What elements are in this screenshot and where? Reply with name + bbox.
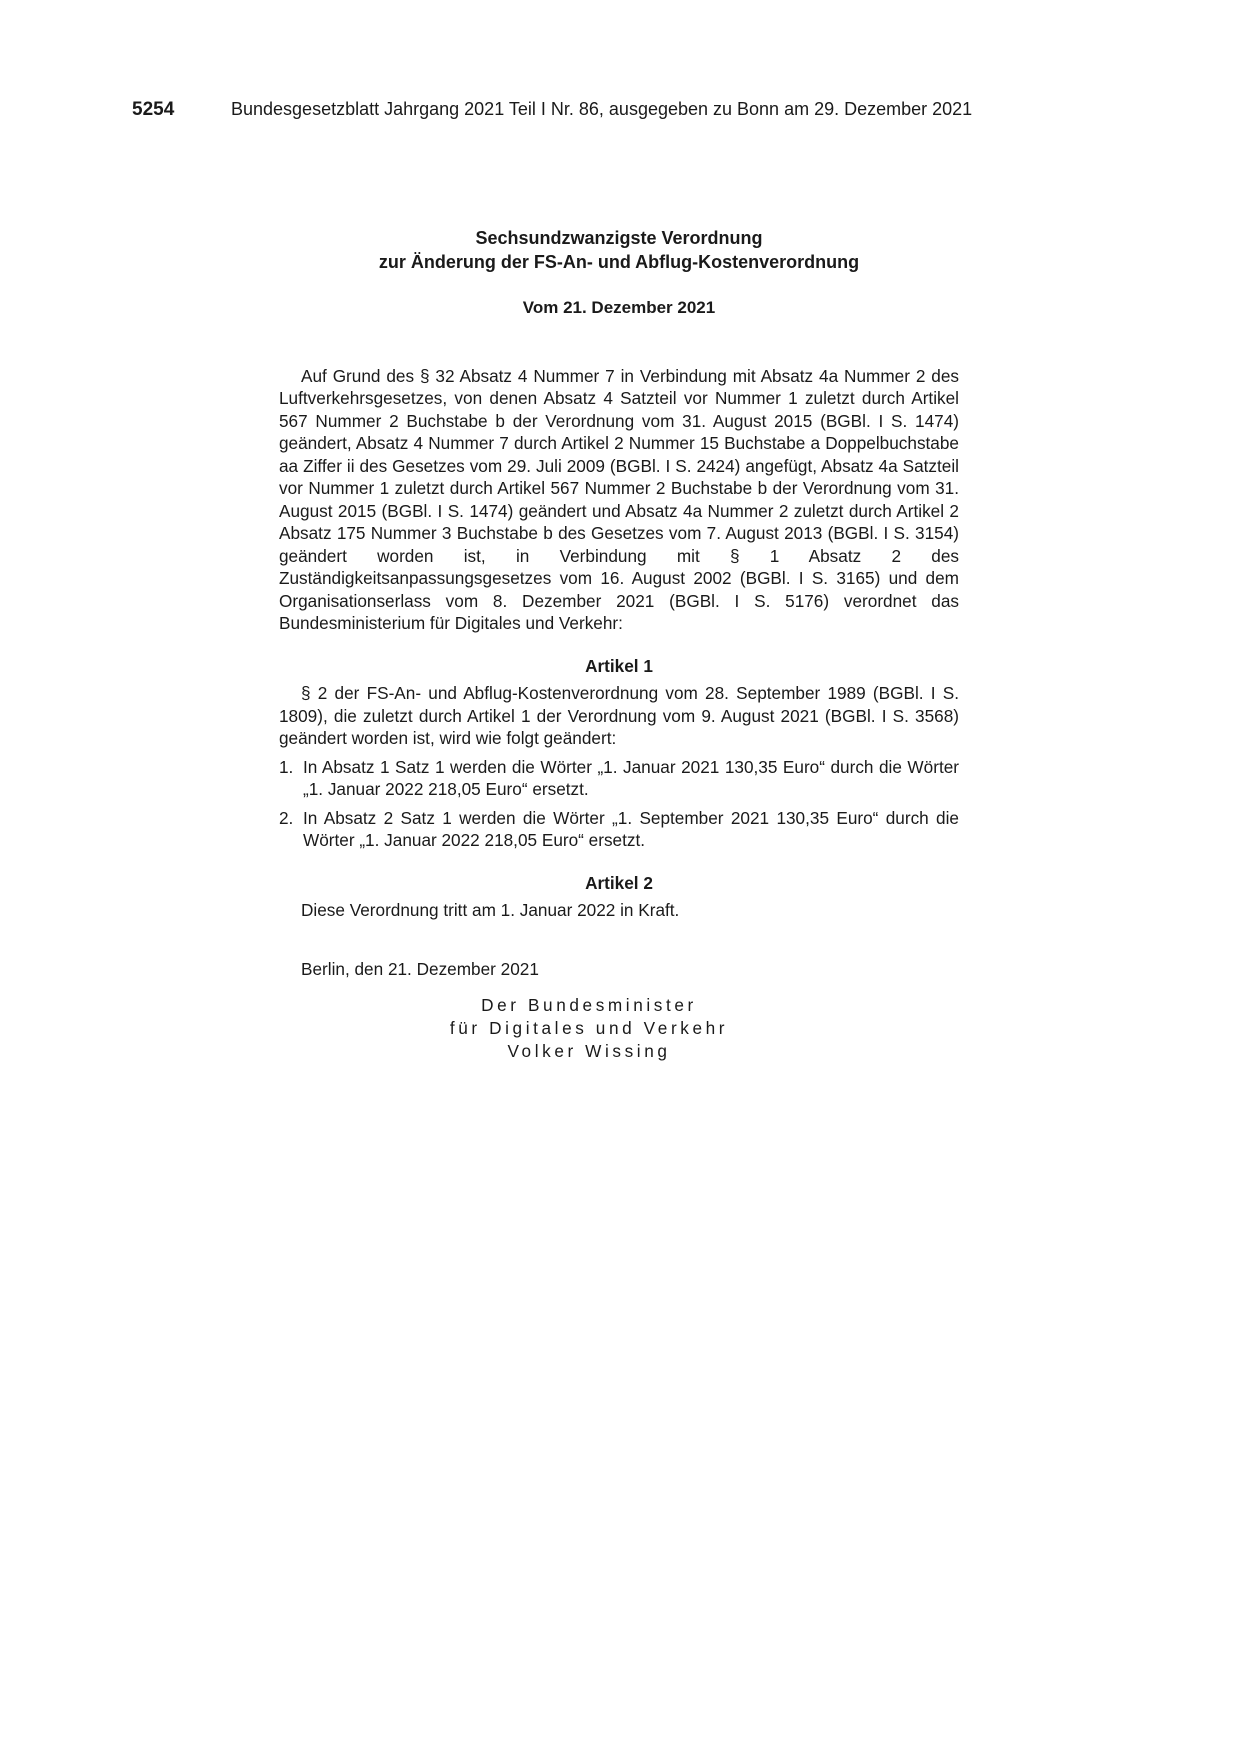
article-1-intro: § 2 der FS-An- und Abflug-Kostenverordnung vom 28. September 1989 (BGBl. I S. 1809), die zuletzt durch Artikel 1 der Verordnung vom 9. August 2021 (BGBl. I S. 3568) geändert worden ist, wird wie folgt geändert:: [279, 683, 959, 748]
list-item: [279, 756, 959, 801]
title-line-1: Sechsundzwanzigste Verordnung: [475, 228, 763, 248]
place-date: Berlin, den 21. Dezember 2021: [301, 958, 539, 979]
signature-block: [279, 994, 899, 1063]
preamble: Auf Grund des § 32 Absatz 4 Nummer 7 in Verbindung mit Absatz 4a Nummer 2 des Luftverkehrsgesetzes, von denen Absatz 4 Satzteil vor Nummer 1 zuletzt durch Artikel 567 Nummer 2 Buchstabe b der Verordnung vom 31. August 2015 (BGBl. I S. 1474) geändert, Absatz 4 Nummer 7 durch Artikel 2 Nummer 15 Buchstabe a Doppelbuchstabe aa Ziffer ii des Gesetzes vom 29. Juli 2009 (BGBl. I S. 2424) angefügt, Absatz 4a Satzteil vor Nummer 1 zuletzt durch Artikel 567 Nummer 2 Buchstabe b der Verordnung vom 31. August 2015 (BGBl. I S. 1474) geändert und Absatz 4a Nummer 2 zuletzt durch Artikel 2 Absatz 175 Nummer 3 Buchstabe b des Gesetzes vom 7. August 2013 (BGBl. I S. 3154) geändert worden ist, in Verbindung mit § 1 Absatz 2 des Zuständigkeitsanpassungsgesetzes vom 16. August 2002 (BGBl. I S. 3165) und dem Organisationserlass vom 8. Dezember 2021 (BGBl. I S. 5176) verordnet das Bundesministerium für Digitales und Verkehr:: [279, 365, 959, 633]
running-head: Bundesgesetzblatt Jahrgang 2021 Teil I Nr. 86, ausgegeben zu Bonn am 29. Dezember 2021: [231, 99, 973, 119]
signature-line-2: für Digitales und Verkehr: [449, 1018, 729, 1038]
document-body: [279, 226, 959, 1063]
document-title: [279, 226, 959, 274]
document-date: Vom 21. Dezember 2021: [522, 298, 716, 317]
article-2-heading: Artikel 2: [585, 872, 653, 893]
list-item-number: 2.: [279, 807, 294, 828]
list-item-text: In Absatz 1 Satz 1 werden die Wörter „1. Januar 2021 130,35 Euro“ durch die Wörter „1. Januar 2022 218,05 Euro“ ersetzt.: [303, 756, 959, 799]
signature-line-1: Der Bundesminister: [481, 995, 697, 1015]
page-header: [132, 99, 1032, 123]
list-item-text: In Absatz 2 Satz 1 werden die Wörter „1. September 2021 130,35 Euro“ durch die Wörter „1. Januar 2022 218,05 Euro“ ersetzt.: [303, 807, 959, 850]
article-1-heading: Artikel 1: [585, 655, 653, 676]
article-1-list: [279, 756, 959, 852]
page-number: 5254: [132, 99, 175, 120]
list-item: [279, 807, 959, 852]
article-2-text: Diese Verordnung tritt am 1. Januar 2022 in Kraft.: [301, 900, 680, 920]
signature-name: Volker Wissing: [507, 1041, 671, 1061]
list-item-number: 1.: [279, 756, 294, 777]
title-line-2: zur Änderung der FS-An- und Abflug-Kostenverordnung: [378, 252, 860, 272]
